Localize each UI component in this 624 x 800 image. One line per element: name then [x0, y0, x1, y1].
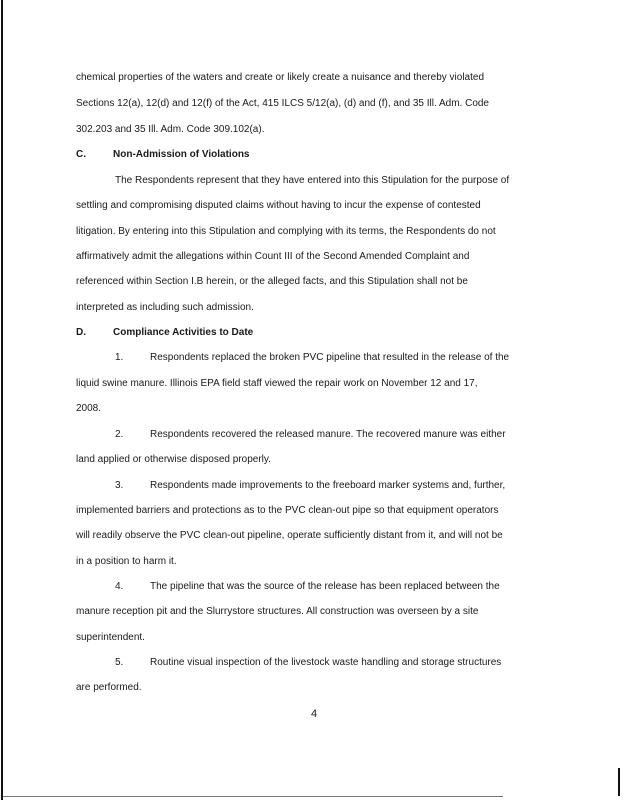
item-number: 2.: [115, 429, 124, 440]
text-line: The Respondents represent that they have entered into this Stipulation for the purpose of: [115, 175, 510, 186]
text-line: settling and compromising disputed claims without having to incur the expense of contested: [76, 200, 481, 211]
text-line: land applied or otherwise disposed properly.: [76, 454, 271, 465]
section-c-letter: C.: [76, 149, 86, 160]
text-line: liquid swine manure. Illinois EPA field staff viewed the repair work on November 12 and 17,: [76, 378, 478, 389]
text-line: will readily observe the PVC clean-out pipeline, operate sufficiently distant from it, and will not be: [76, 530, 503, 541]
section-c-title: Non-Admission of Violations: [113, 149, 250, 160]
section-d-letter: D.: [76, 327, 86, 338]
text-line: The pipeline that was the source of the release has been replaced between the: [150, 581, 500, 592]
text-line: Respondents replaced the broken PVC pipeline that resulted in the release of the: [150, 352, 510, 363]
text-line: 2008.: [76, 403, 102, 414]
text-line: litigation. By entering into this Stipulation and complying with its terms, the Respondents do not: [76, 226, 496, 237]
item-number: 4.: [115, 581, 124, 592]
section-d-title: Compliance Activities to Date: [113, 327, 254, 338]
scan-edge-left: [1, 0, 3, 800]
page-number: 4: [311, 708, 318, 720]
scan-edge-bottom: [3, 796, 503, 797]
text-line: referenced within Section I.B herein, or the alleged facts, and this Stipulation shall not be: [76, 276, 468, 287]
text-line: interpreted as including such admission.: [76, 302, 254, 313]
item-number: 3.: [115, 480, 124, 491]
scan-edge-right: [618, 768, 620, 796]
text-line: Routine visual inspection of the livestock waste handling and storage structures: [150, 657, 502, 668]
text-line: Sections 12(a), 12(d) and 12(f) of the Act, 415 ILCS 5/12(a), (d) and (f), and 35 Ill. Adm. Code: [76, 98, 489, 109]
text-line: Respondents made improvements to the freeboard marker systems and, further,: [150, 480, 506, 491]
text-line: are performed.: [76, 682, 142, 693]
text-line: chemical properties of the waters and create or likely create a nuisance and thereby violated: [76, 72, 485, 83]
text-line: manure reception pit and the Slurrystore structures. All construction was overseen by a site: [76, 606, 479, 617]
text-line: Respondents recovered the released manure. The recovered manure was either: [150, 429, 506, 440]
text-line: in a position to harm it.: [76, 556, 177, 567]
item-number: 5.: [115, 657, 124, 668]
text-line: superintendent.: [76, 632, 145, 643]
text-line: affirmatively admit the allegations within Count III of the Second Amended Complaint and: [76, 251, 470, 262]
item-number: 1.: [115, 352, 124, 363]
text-line: 302.203 and 35 Ill. Adm. Code 309.102(a).: [76, 124, 265, 135]
text-line: implemented barriers and protections as to the PVC clean-out pipe so that equipment operators: [76, 505, 499, 516]
